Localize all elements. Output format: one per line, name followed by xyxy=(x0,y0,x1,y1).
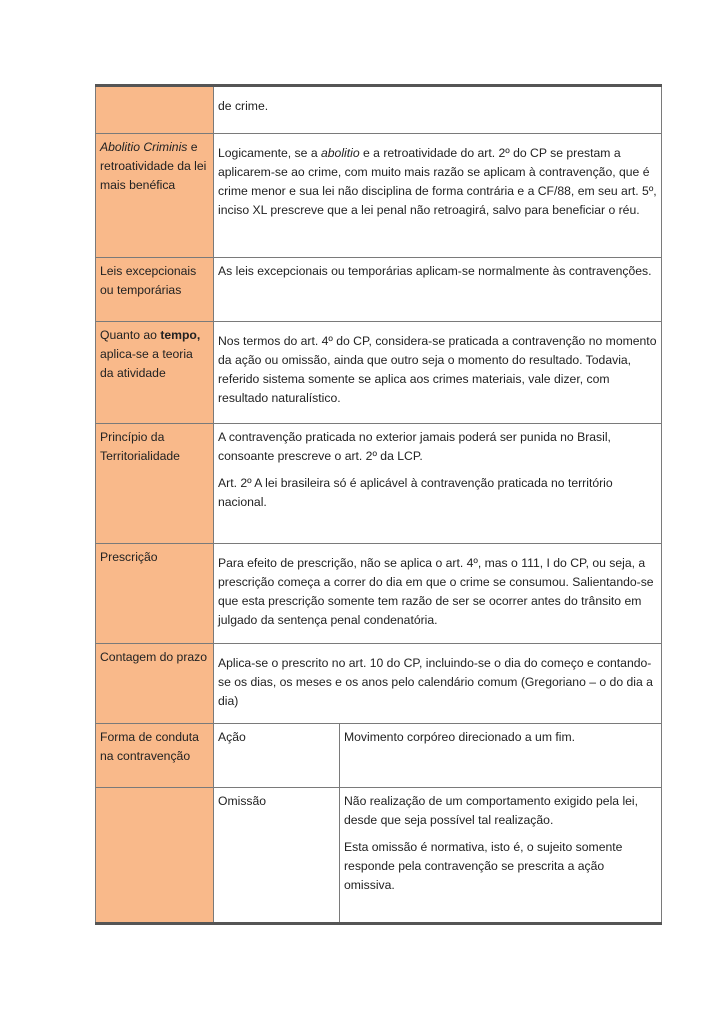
legal-table xyxy=(95,84,662,925)
row-text xyxy=(214,644,662,724)
row-paragraph: Aplica-se o prescrito no art. 10 do CP, incluindo-se o dia do começo e contando-se os dias, os meses e os anos pelo calendário comum (Gregoriano – o do dia a dia) xyxy=(218,656,653,708)
row-text xyxy=(214,424,662,544)
table-row xyxy=(96,788,662,924)
row-label xyxy=(96,322,214,424)
table-row xyxy=(96,86,662,134)
row-text xyxy=(214,544,662,644)
row-subtype: Ação xyxy=(214,724,340,788)
row-label: Contagem do prazo xyxy=(96,644,214,724)
text-part: Logicamente, se a xyxy=(218,146,321,160)
table-row xyxy=(96,322,662,424)
table-row xyxy=(96,544,662,644)
row-paragraph: Não realização de um comportamento exigido pela lei, desde que seja possível tal realização. xyxy=(344,794,639,827)
label-rest: e retroatividade da lei mais benéfica xyxy=(100,140,207,192)
row-label: Leis excepcionais ou temporárias xyxy=(96,258,214,322)
row-paragraph: A contravenção praticada no exterior jamais poderá ser punida no Brasil, consoante prescreve o art. 2º da LCP. xyxy=(218,430,611,463)
row-label xyxy=(96,134,214,258)
row-text xyxy=(214,134,662,258)
row-paragraph: Movimento corpóreo direcionado a um fim. xyxy=(344,730,575,744)
row-paragraph: de crime. xyxy=(218,99,269,113)
table-row xyxy=(96,424,662,544)
label-part: Quanto ao xyxy=(100,328,161,342)
table-row xyxy=(96,724,662,788)
label-bold: tempo, xyxy=(160,328,201,342)
row-paragraph: Nos termos do art. 4º do CP, considera-se praticada a contravenção no momento da ação ou omissão, ainda que outro seja o momento do resultado. Todavia, referido sistema somente se aplica aos crimes materiais, vale dizer, com resultado naturalístico. xyxy=(218,334,657,405)
row-description xyxy=(340,788,662,924)
row-label: Princípio da Territorialidade xyxy=(96,424,214,544)
row-text xyxy=(214,322,662,424)
text-part: e a retroatividade do art. 2º do CP se prestam a aplicarem-se ao crime, com muito mais razão se aplicam à contravenção, que é crime menor e sua lei não disciplina de forma contrária e a CF/88, em seu art. 5º, inciso XL prescreve que a lei penal não retroagirá, salvo para beneficiar o réu. xyxy=(218,146,657,217)
text-italic: abolitio xyxy=(320,146,360,160)
row-paragraph xyxy=(218,144,657,220)
table-row xyxy=(96,644,662,724)
row-text xyxy=(214,258,662,322)
table-row xyxy=(96,258,662,322)
row-paragraph: Esta omissão é normativa, isto é, o sujeito somente responde pela contravenção se prescrita a ação omissiva. xyxy=(344,840,623,892)
row-text xyxy=(214,86,662,134)
row-label xyxy=(96,788,214,924)
row-paragraph: Para efeito de prescrição, não se aplica o art. 4º, mas o 111, I do CP, ou seja, a prescrição começa a correr do dia em que o crime se consumou. Salientando-se que esta prescrição somente tem razão de ser se ocorrer antes do trânsito em julgado da sentença penal condenatória. xyxy=(218,556,654,627)
row-paragraph: Art. 2º A lei brasileira só é aplicável à contravenção praticada no território nacional. xyxy=(218,476,613,509)
label-italic: Abolitio Criminis xyxy=(100,140,188,154)
row-label: Prescrição xyxy=(96,544,214,644)
row-label xyxy=(96,86,214,134)
table-row xyxy=(96,134,662,258)
row-subtype: Omissão xyxy=(214,788,340,924)
row-paragraph: As leis excepcionais ou temporárias aplicam-se normalmente às contravenções. xyxy=(218,264,652,278)
row-label: Forma de conduta na contravenção xyxy=(96,724,214,788)
label-part: aplica-se a teoria da atividade xyxy=(100,347,193,380)
row-description xyxy=(340,724,662,788)
